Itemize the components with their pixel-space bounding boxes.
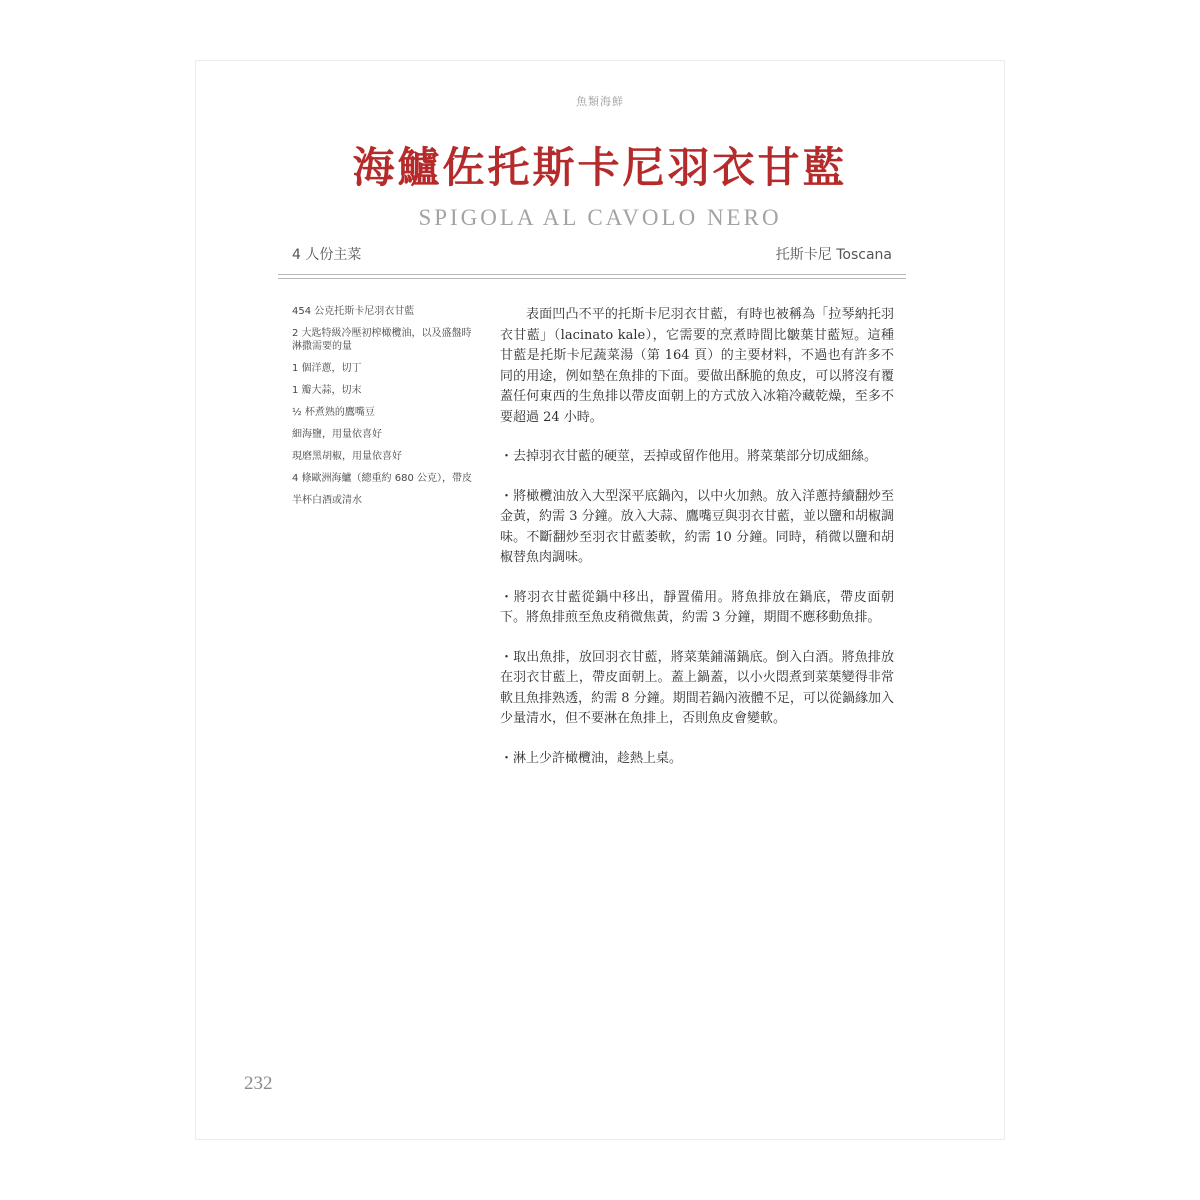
recipe-meta-row [292, 244, 892, 268]
method-column [500, 305, 894, 788]
method-step: ・將橄欖油放入大型深平底鍋內，以中火加熱。放入洋蔥持續翻炒至金黃，約需 3 分鐘。放入大蒜、鷹嘴豆與羽衣甘藍，並以鹽和胡椒調味。不斷翻炒至羽衣甘藍萎軟，約需 10 分鐘。同時，稍微以鹽和胡椒替魚肉調味。 [500, 488, 894, 565]
ingredient-list [292, 305, 477, 516]
header-divider-secondary [278, 278, 906, 279]
ingredient-item: 454 公克托斯卡尼羽衣甘藍 [292, 306, 415, 317]
recipe-subtitle: SPIGOLA AL CAVOLO NERO [418, 205, 782, 230]
ingredient-item: 半杯白酒或清水 [292, 495, 362, 506]
region-label: 托斯卡尼 Toscana [775, 247, 892, 263]
ingredient-item: 細海鹽，用量依喜好 [292, 429, 382, 440]
servings-label: 4 人份主菜 [292, 247, 362, 263]
book-page [195, 60, 1005, 1140]
method-step: ・去掉羽衣甘藍的硬莖，丟掉或留作他用。將菜葉部分切成細絲。 [500, 449, 878, 464]
method-step: ・取出魚排，放回羽衣甘藍，將菜葉鋪滿鍋底。倒入白酒。將魚排放在羽衣甘藍上，帶皮面朝上。蓋上鍋蓋，以小火悶煮到菜葉變得非常軟且魚排熟透，約需 8 分鐘。期間若鍋內液體不足，可以從鍋緣加入少量清水，但不要淋在魚排上，否則魚皮會變軟。 [500, 649, 894, 726]
ingredient-item: ½ 杯煮熟的鷹嘴豆 [292, 407, 375, 418]
page-number: 232 [244, 1073, 273, 1094]
intro-paragraph: 表面凹凸不平的托斯卡尼羽衣甘藍，有時也被稱為「拉琴納托羽衣甘藍」（lacinato kale），它需要的烹煮時間比皺葉甘藍短。這種甘藍是托斯卡尼蔬菜湯（第 164 頁）的主要材料，不過也有許多不同的用途，例如墊在魚排的下面。要做出酥脆的魚皮，可以將沒有覆蓋任何東西的生魚排以帶皮面朝上的方式放入冰箱冷藏乾燥，至多不要超過 24 小時。 [500, 307, 894, 425]
ingredient-item: 1 瓣大蒜，切末 [292, 385, 362, 396]
ingredient-item: 現磨黑胡椒，用量依喜好 [292, 451, 402, 462]
ingredient-item: 4 條歐洲海鱸（總重約 680 公克），帶皮 [292, 473, 472, 484]
ingredient-item: 1 個洋蔥，切丁 [292, 363, 362, 374]
header-divider [278, 274, 906, 275]
section-label: 魚類海鮮 [576, 95, 624, 108]
ingredient-item: 2 大匙特級冷壓初榨橄欖油，以及盛盤時淋撒需要的量 [292, 328, 472, 352]
method-step: ・將羽衣甘藍從鍋中移出，靜置備用。將魚排放在鍋底，帶皮面朝下。將魚排煎至魚皮稍微焦黃，約需 3 分鐘，期間不應移動魚排。 [500, 589, 894, 625]
method-step: ・淋上少許橄欖油，趁熱上桌。 [500, 750, 683, 766]
recipe-title: 海鱸佐托斯卡尼羽衣甘藍 [352, 143, 848, 192]
